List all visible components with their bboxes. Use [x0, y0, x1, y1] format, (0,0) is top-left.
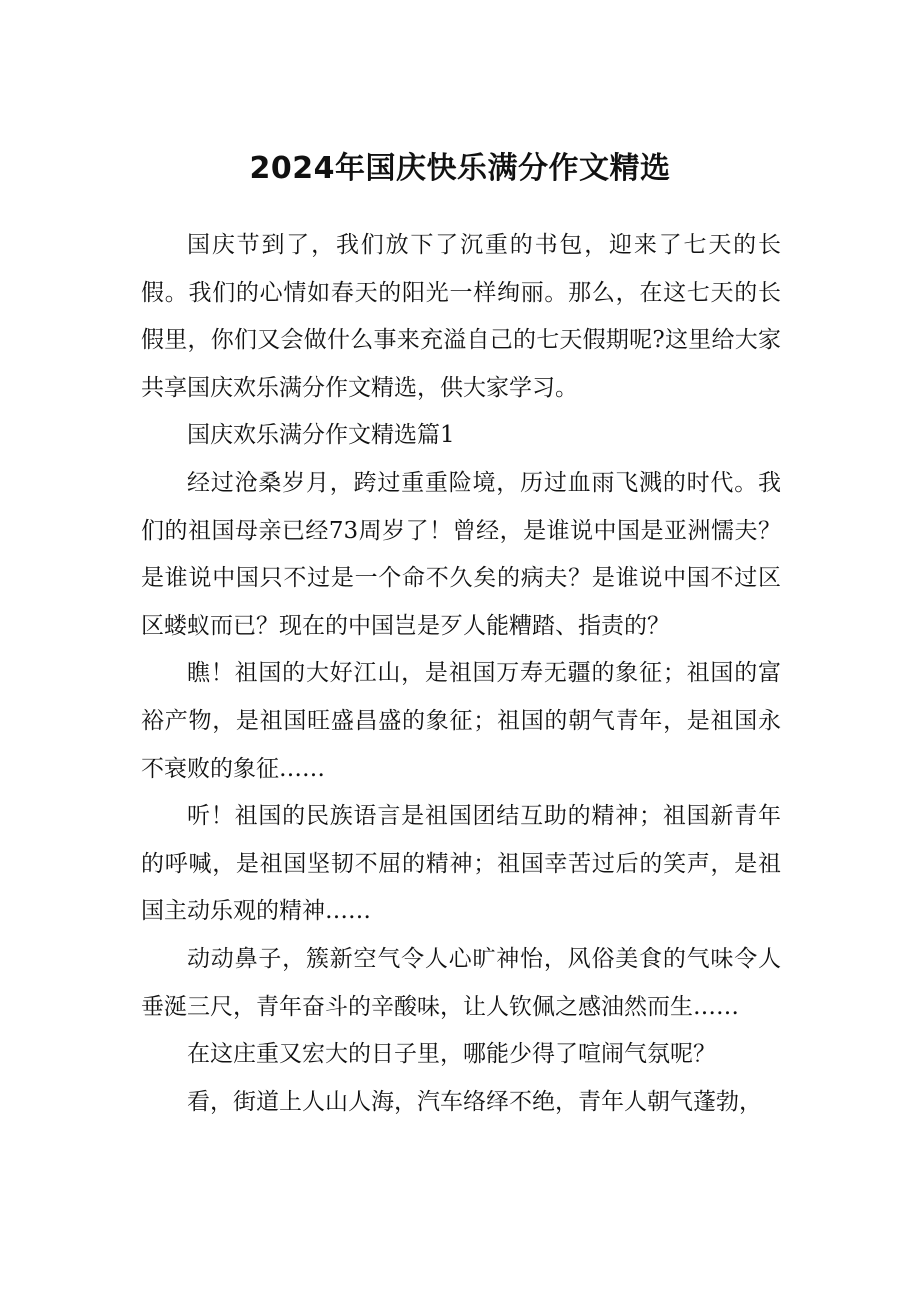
body-paragraph: 动动鼻子，簇新空气令人心旷神怡，风俗美食的气味令人垂涎三尺，青年奋斗的辛酸味，让人钦佩之感油然而生……: [141, 945, 781, 1020]
document-body: [141, 222, 781, 1126]
body-paragraph: 瞧！祖国的大好江山，是祖国万寿无疆的象征；祖国的富裕产物，是祖国旺盛昌盛的象征；祖国的朝气青年，是祖国永不衰败的象征……: [141, 660, 781, 782]
intro-paragraph: 国庆节到了，我们放下了沉重的书包，迎来了七天的长假。我们的心情如春天的阳光一样绚丽。那么，在这七天的长假里，你们又会做什么事来充溢自己的七天假期呢?这里给大家共享国庆欢乐满分作文精选，供大家学习。: [141, 232, 781, 401]
document-title: 2024年国庆快乐满分作文精选: [249, 151, 671, 186]
body-paragraph: 看，街道上人山人海，汽车络绎不绝，青年人朝气蓬勃，: [187, 1088, 762, 1115]
body-paragraph: 经过沧桑岁月，跨过重重险境，历过血雨飞溅的时代。我们的祖国母亲已经73周岁了！曾经，是谁说中国是亚洲懦夫？是谁说中国只不过是一个命不久矣的病夫？是谁说中国不过区区蝼蚁而已？现在的中国岂是歹人能糟踏、指责的？: [141, 469, 781, 639]
body-paragraph: 听！祖国的民族语言是祖国团结互助的精神；祖国新青年的呼喊，是祖国坚韧不屈的精神；祖国幸苦过后的笑声，是祖国主动乐观的精神……: [141, 803, 781, 925]
body-paragraph: 在这庄重又宏大的日子里，哪能少得了喧闹气氛呢？: [187, 1041, 716, 1068]
section-heading: 国庆欢乐满分作文精选篇1: [187, 422, 455, 449]
